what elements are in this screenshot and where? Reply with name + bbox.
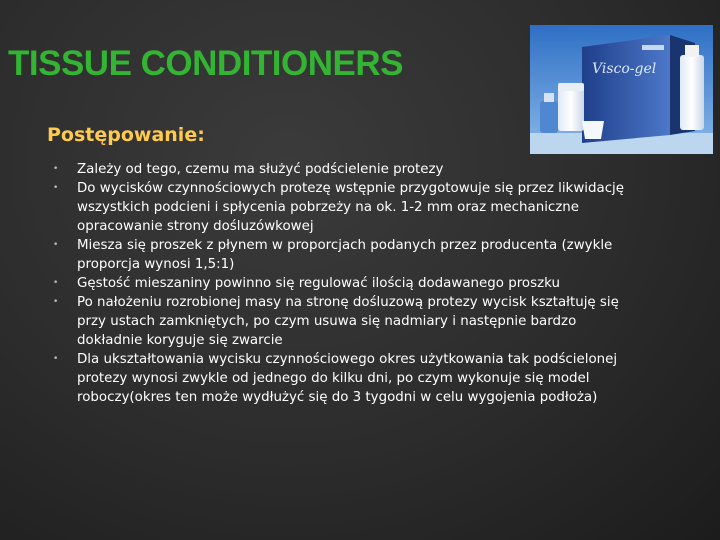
bullet-marker: • bbox=[53, 278, 59, 288]
bullet-text: Zależy od tego, czemu ma służyć podścielenie protezy bbox=[77, 162, 444, 177]
section-subtitle: Postępowanie: bbox=[47, 124, 205, 146]
bullet-marker: • bbox=[53, 240, 59, 250]
list-item bbox=[50, 350, 625, 407]
bullet-text: Do wycisków czynnościowych protezę wstępnie przygotowuje się przez likwidację wszystkich podcieni i spłycenia pobrzeży na ok. 1-2 mm oraz mechaniczne opracowanie strony dośluzówkowej bbox=[77, 181, 625, 234]
bullet-marker: • bbox=[53, 297, 59, 307]
product-photo-label: Visco-gel bbox=[592, 61, 657, 77]
bullet-text: Dla ukształtowania wycisku czynnościowego okres użytkowania tak podścielonej protezy wynosi zwykle od jednego do kilku dni, po czym wykonuje się model roboczy(okres ten może wydłużyć się do 3 tygodni w celu wygojenia podłoża) bbox=[77, 352, 618, 405]
bullet-marker: • bbox=[53, 183, 59, 193]
slide-title: TISSUE CONDITIONERS bbox=[8, 44, 403, 83]
bullet-list bbox=[50, 160, 625, 407]
list-item bbox=[50, 274, 625, 293]
bullet-text: Po nałożeniu rozrobionej masy na stronę dośluzową protezy wycisk kształtuję się przy ustach zamkniętych, po czym usuwa się nadmiary i następnie bardzo dokładnie koryguje się zwarcie bbox=[77, 295, 619, 348]
list-item bbox=[50, 160, 625, 179]
list-item bbox=[50, 236, 625, 274]
list-item bbox=[50, 179, 625, 236]
bullet-text: Miesza się proszek z płynem w proporcjach podanych przez producenta (zwykle proporcja wynosi 1,5:1) bbox=[77, 238, 613, 272]
list-item bbox=[50, 293, 625, 350]
product-photo bbox=[530, 25, 713, 154]
bullet-marker: • bbox=[53, 354, 59, 364]
bullet-marker: • bbox=[53, 164, 59, 174]
bullet-text: Gęstość mieszaniny powinno się regulować ilością dodawanego proszku bbox=[77, 276, 560, 291]
